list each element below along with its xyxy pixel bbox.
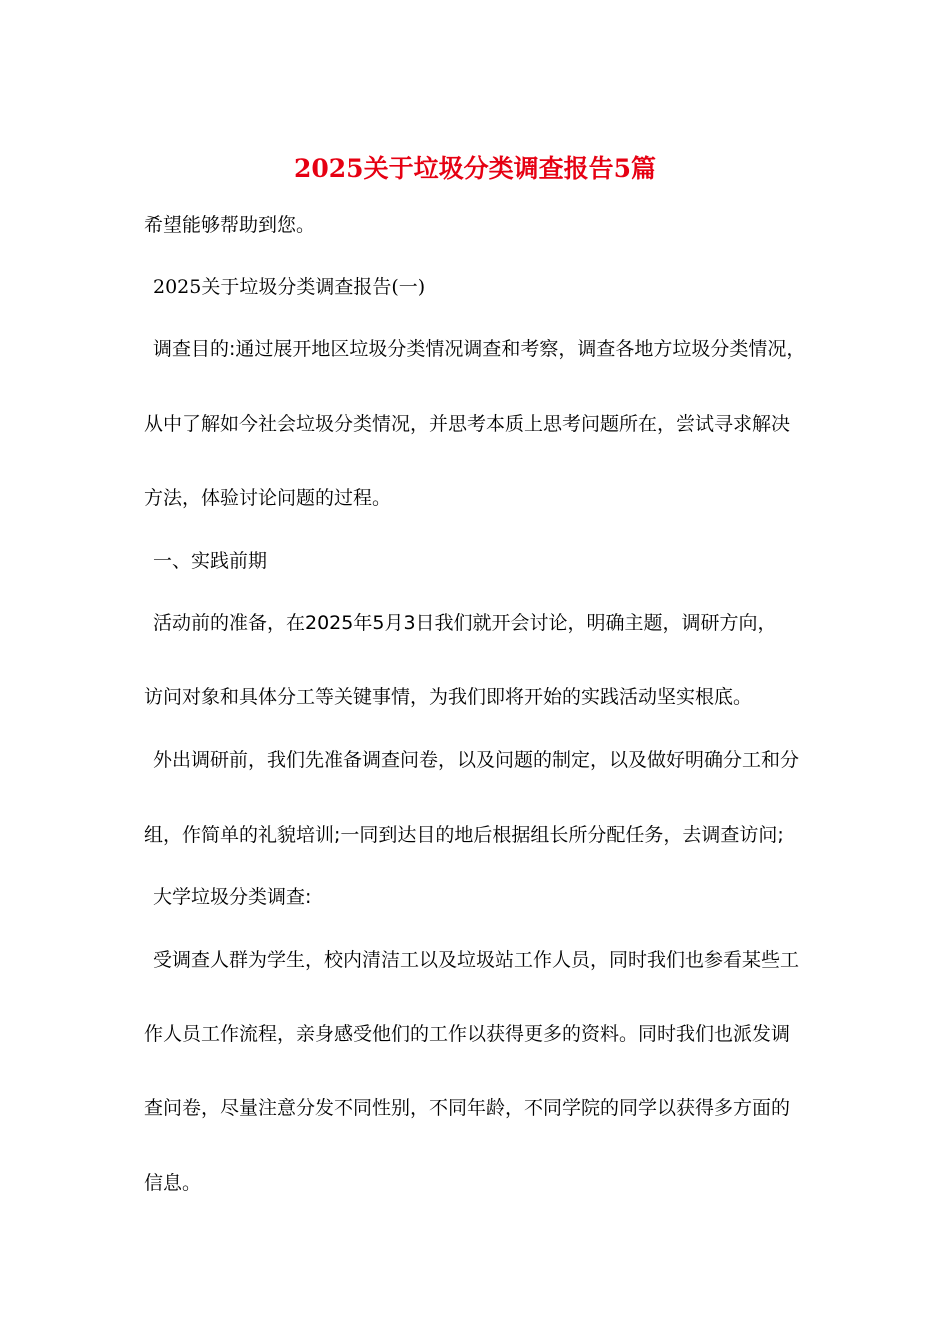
text-line: 组，作简单的礼貌培训;一同到达目的地后根据组长所分配任务，去调查访问; [144, 824, 784, 846]
text-line: 外出调研前，我们先准备调查问卷，以及问题的制定，以及做好明确分工和分 [153, 749, 800, 771]
text-line: 方法，体验讨论问题的过程。 [144, 487, 392, 509]
section-heading: 2025关于垃圾分类调查报告(一) [153, 276, 426, 298]
text-line: 作人员工作流程，亲身感受他们的工作以获得更多的资料。同时我们也派发调 [144, 1023, 791, 1045]
text-line: 访问对象和具体分工等关键事情，为我们即将开始的实践活动坚实根底。 [144, 686, 753, 708]
text-line: 活动前的准备，在2025年5月3日我们就开会讨论，明确主题，调研方向， [153, 612, 777, 634]
text-line: 从中了解如今社会垃圾分类情况，并思考本质上思考问题所在，尝试寻求解决 [144, 413, 791, 435]
text-line: 查问卷，尽量注意分发不同性别，不同年龄，不同学院的同学以获得多方面的 [144, 1097, 791, 1119]
text-line: 受调查人群为学生，校内清洁工以及垃圾站工作人员，同时我们也参看某些工 [153, 949, 800, 971]
text-line: 调查目的:通过展开地区垃圾分类情况调查和考察，调查各地方垃圾分类情况， [153, 338, 806, 360]
section-heading: 一、实践前期 [153, 550, 268, 572]
document-title: 2025关于垃圾分类调查报告5篇 [294, 154, 656, 183]
text-line: 信息。 [144, 1172, 202, 1194]
section-heading: 大学垃圾分类调查: [153, 886, 312, 908]
text-line: 希望能够帮助到您。 [144, 214, 316, 236]
